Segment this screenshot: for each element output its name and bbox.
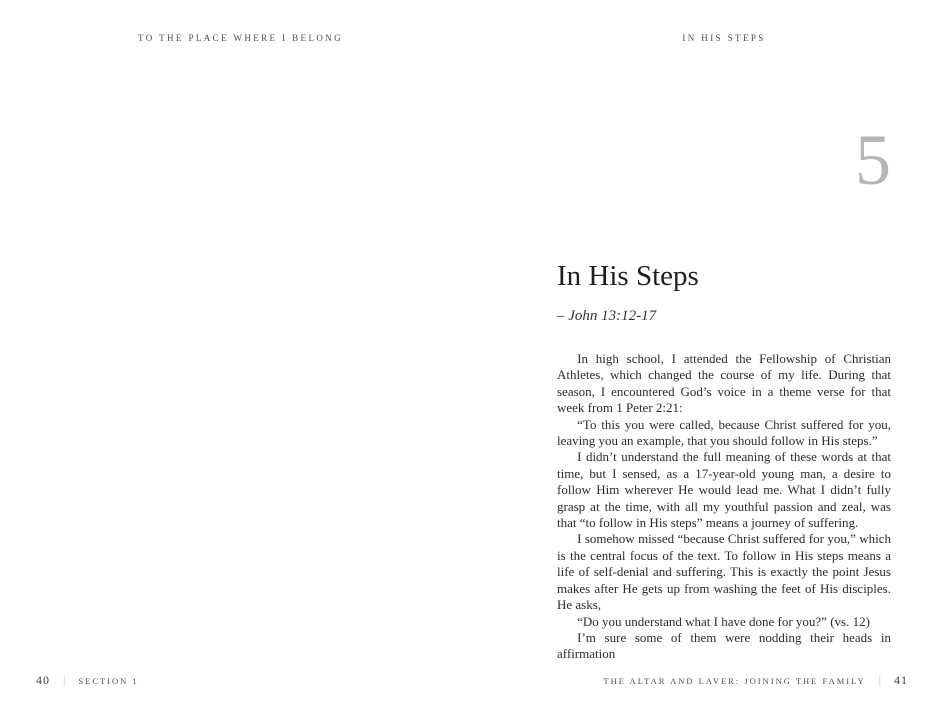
right-page-number: 41: [894, 673, 908, 687]
body-text: [557, 351, 891, 663]
paragraph: In high school, I attended the Fellowship of Christian Athletes, which changed the course of my life. During that season, I encountered God’s voice in a theme verse for that week from 1 Peter 2:21:: [557, 351, 891, 416]
scripture-reference: – John 13:12-17: [557, 308, 657, 324]
paragraph: I somehow missed “because Christ suffered for you,” which is the central focus of the text. To follow in His steps means a life of self-denial and suffering. This is exactly the point Jesus makes after He gets up from washing the feet of His disciples. He asks,: [557, 531, 891, 613]
book-title-label: THE ALTAR AND LAVER: JOINING THE FAMILY: [603, 676, 866, 686]
paragraph: I’m sure some of them were nodding their heads in affirmation: [557, 629, 891, 662]
left-page-footer: [36, 671, 139, 689]
section-label: SECTION 1: [78, 676, 139, 686]
chapter-number: 5: [855, 120, 891, 200]
paragraph: “Do you understand what I have done for you?” (vs. 12): [577, 613, 870, 629]
right-page-footer: [603, 671, 908, 689]
right-running-header: IN HIS STEPS: [682, 33, 766, 43]
chapter-title: In His Steps: [557, 260, 699, 292]
right-footer-divider: |: [878, 673, 881, 687]
paragraph: “To this you were called, because Christ suffered for you, leaving you an example, that you should follow in His steps.”: [557, 416, 891, 449]
left-running-header: TO THE PLACE WHERE I BELONG: [138, 33, 344, 43]
left-footer-divider: |: [63, 673, 66, 687]
left-page-number: 40: [36, 673, 50, 687]
paragraph: I didn’t understand the full meaning of these words at that time, but I sensed, as a 17-year-old young man, a desire to follow Him wherever He would lead me. What I didn’t fully grasp at the time, with all my youthful passion and zeal, was that “to follow in His steps” means a journey of suffering.: [557, 449, 891, 531]
